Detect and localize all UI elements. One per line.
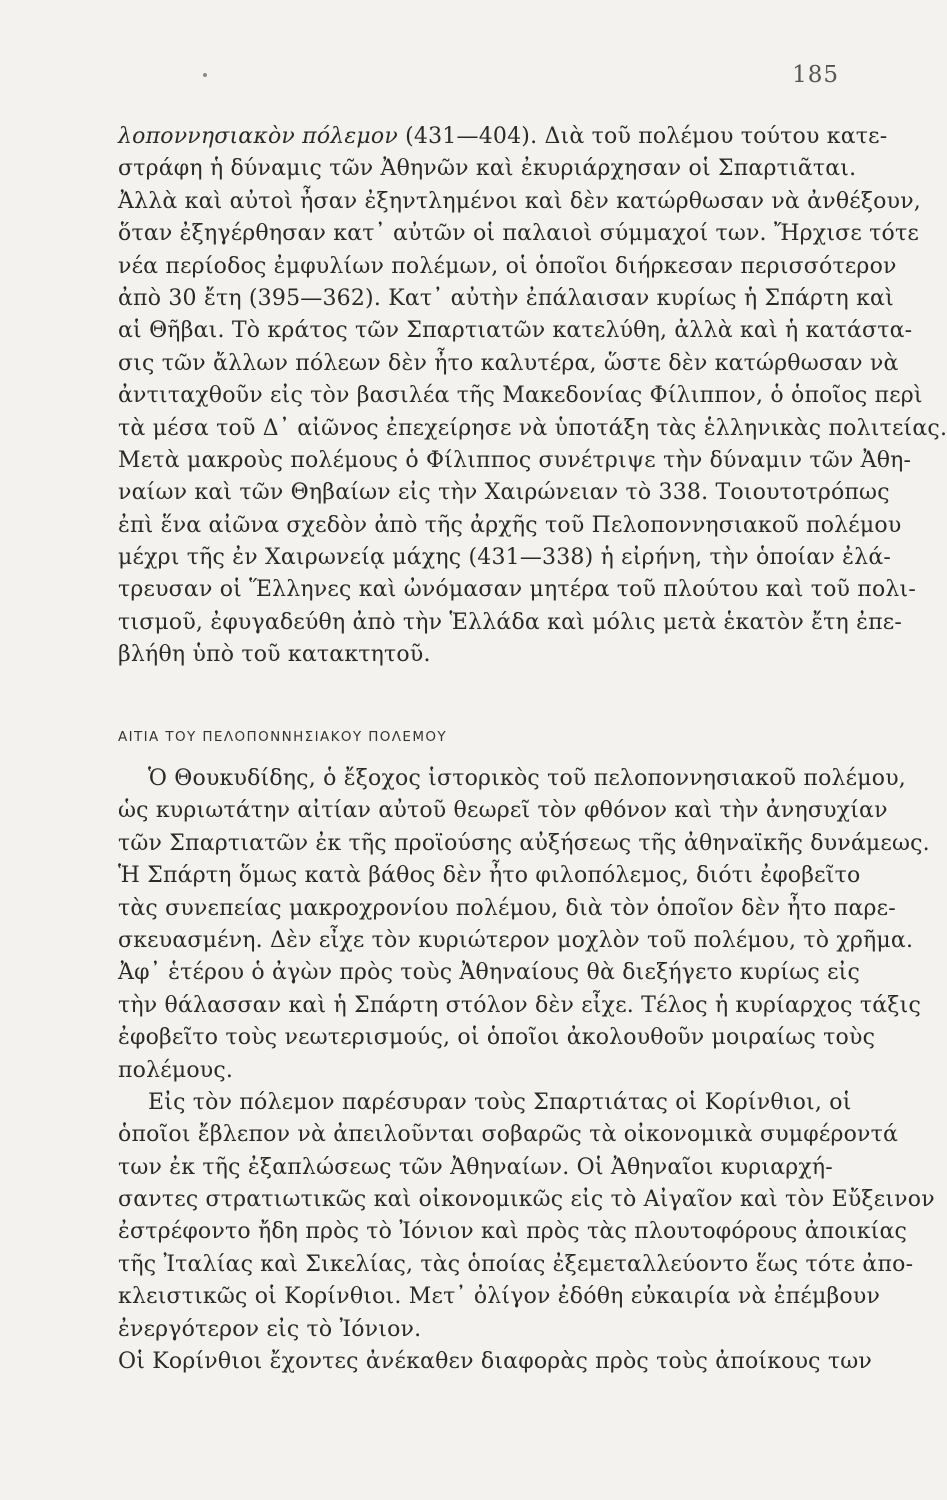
text-line: ἐνεργότερον εἰς τὸ Ἰόνιον. bbox=[118, 1316, 422, 1342]
text-line-rest: (431—404). Διὰ τοῦ πολέμου τούτου κατε- bbox=[397, 124, 888, 149]
text-line: τῶν Σπαρτιατῶν ἐκ τῆς προϊούσης αὐξήσεως τῆς ἀθηναϊκῆς δυνάμεως. bbox=[118, 830, 930, 856]
text-line: στράφη ἡ δύναμις τῶν Ἀθηνῶν καὶ ἐκυριάρχησαν οἱ Σπαρτιᾶται. bbox=[118, 156, 857, 182]
text-line: ἐπὶ ἕνα αἰῶνα σχεδὸν ἀπὸ τῆς ἀρχῆς τοῦ Πελοποννησιακοῦ πολέμου bbox=[118, 512, 902, 538]
text-line: Ἀφ᾽ ἑτέρου ὁ ἀγὼν πρὸς τοὺς Ἀθηναίους θὰ διεξήγετο κυρίως εἰς bbox=[118, 960, 861, 986]
paragraph-peloponnesian-war-consequences bbox=[118, 121, 947, 672]
text-line: Ὁ Θουκυδίδης, ὁ ἔξοχος ἱστορικὸς τοῦ πελοποννησιακοῦ πολέμου, bbox=[148, 766, 906, 791]
print-speck bbox=[203, 73, 207, 77]
text-line: τρευσαν οἱ Ἕλληνες καὶ ὠνόμασαν μητέρα τοῦ πλούτου καὶ τοῦ πολι- bbox=[118, 577, 917, 603]
text-line: ὁποῖοι ἔβλεπον νὰ ἀπειλοῦνται σοβαρῶς τὰ οἰκονομικὰ συμφέροντά bbox=[118, 1122, 899, 1148]
section-heading: ΑΙΤΙΑ ΤΟΥ ΠΕΛΟΠΟΝΝΗΣΙΑΚΟΥ ΠΟΛΕΜΟΥ bbox=[118, 729, 448, 745]
text-line: Οἱ Κορίνθιοι ἔχοντες ἀνέκαθεν διαφορὰς πρὸς τοὺς ἀποίκους των bbox=[118, 1349, 872, 1375]
text-line: σαντες στρατιωτικῶς καὶ οἰκονομικῶς εἰς τὸ Αἰγαῖον καὶ τὸν Εὔξεινον bbox=[118, 1187, 935, 1213]
text-line: Μετὰ μακροὺς πολέμους ὁ Φίλιππος συνέτριψε τὴν δύναμιν τῶν Ἀθη- bbox=[118, 447, 912, 473]
text-line: μέχρι τῆς ἐν Χαιρωνείᾳ μάχης (431—338) ἡ εἰρήνη, τὴν ὁποίαν ἐλά- bbox=[118, 545, 892, 571]
section-body bbox=[118, 763, 935, 1378]
text-line: τὰ μέσα τοῦ Δ᾽ αἰῶνος ἐπεχείρησε νὰ ὑποτάξη τὰς ἑλληνικὰς πολιτείας. bbox=[118, 415, 947, 441]
text-line: σις τῶν ἄλλων πόλεων δὲν ἦτο καλυτέρα, ὥστε δὲν κατώρθωσαν νὰ bbox=[118, 350, 899, 376]
text-line: ἀπὸ 30 ἔτη (395—362). Κατ᾽ αὐτὴν ἐπάλαισαν κυρίως ἡ Σπάρτη καὶ bbox=[118, 285, 894, 311]
text-line: τισμοῦ, ἐφυγαδεύθη ἀπὸ τὴν Ἑλλάδα καὶ μόλις μετὰ ἑκατὸν ἔτη ἐπε- bbox=[118, 609, 902, 635]
text-line: ἀντιταχθοῦν εἰς τὸν βασιλέα τῆς Μακεδονίας Φίλιππον, ὁ ὁποῖος περὶ bbox=[118, 383, 923, 409]
page-number: 185 bbox=[792, 62, 839, 88]
text-line: ὅταν ἐξηγέρθησαν κατ᾽ αὐτῶν οἱ παλαιοὶ σύμμαχοί των. Ἤρχισε τότε bbox=[118, 221, 919, 247]
text-line: Ἀλλὰ καὶ αὐτοὶ ἦσαν ἐξηντλημένοι καὶ δὲν κατώρθωσαν νὰ ἀνθέξουν, bbox=[118, 188, 921, 214]
text-line: αἱ Θῆβαι. Τὸ κράτος τῶν Σπαρτιατῶν κατελύθη, ἀλλὰ καὶ ἡ κατάστα- bbox=[118, 318, 913, 344]
text-line bbox=[118, 121, 888, 153]
text-line: Εἰς τὸν πόλεμον παρέσυραν τοὺς Σπαρτιάτας οἱ Κορίνθιοι, οἱ bbox=[148, 1089, 852, 1115]
text-line: νέα περίοδος ἐμφυλίων πολέμων, οἱ ὁποῖοι διήρκεσαν περισσότερον bbox=[118, 253, 897, 279]
text-line: ἐφοβεῖτο τοὺς νεωτερισμούς, οἱ ὁποῖοι ἀκολουθοῦν μοιραίως τοὺς bbox=[118, 1025, 876, 1051]
text-line: ἐστρέφοντο ἤδη πρὸς τὸ Ἰόνιον καὶ πρὸς τὰς πλουτοφόρους ἀποικίας bbox=[118, 1219, 908, 1245]
italic-term: λοποννησιακὸν πόλεμον bbox=[118, 124, 398, 149]
text-line: τὰς συνεπείας μακροχρονίου πολέμου, διὰ τὸν ὁποῖον δὲν ἦτο παρε- bbox=[118, 895, 896, 921]
text-line: των ἐκ τῆς ἐξαπλώσεως τῶν Ἀθηναίων. Οἱ Ἀθηναῖοι κυριαρχή- bbox=[118, 1154, 833, 1180]
text-line: ναίων καὶ τῶν Θηβαίων εἰς τὴν Χαιρώνειαν τὸ 338. Τοιουτοτρόπως bbox=[118, 480, 890, 506]
text-line: σκευασμένη. Δὲν εἶχε τὸν κυριώτερον μοχλὸν τοῦ πολέμου, τὸ χρῆμα. bbox=[118, 927, 914, 953]
text-line: πολέμους. bbox=[118, 1057, 234, 1083]
paragraph-corinthians-colonies bbox=[118, 1346, 872, 1378]
text-line: τὴν θάλασσαν καὶ ἡ Σπάρτη στόλον δὲν εἶχε. Τέλος ἡ κυρίαρχος τάξις bbox=[118, 992, 921, 1018]
text-line: ὡς κυριωτάτην αἰτίαν αὐτοῦ θεωρεῖ τὸν φθόνον καὶ τὴν ἀνησυχίαν bbox=[118, 798, 888, 824]
paragraph-corinthians bbox=[118, 1087, 935, 1346]
text-line: κλειστικῶς οἱ Κορίνθιοι. Μετ᾽ ὀλίγον ἐδόθη εὐκαιρία νὰ ἐπέμβουν bbox=[118, 1284, 881, 1310]
text-line: τῆς Ἰταλίας καὶ Σικελίας, τὰς ὁποίας ἐξεμεταλλεύοντο ἕως τότε ἀπο- bbox=[118, 1251, 914, 1277]
text-line: Ἡ Σπάρτη ὅμως κατὰ βάθος δὲν ἦτο φιλοπόλεμος, διότι ἐφοβεῖτο bbox=[118, 863, 861, 889]
paragraph-thucydides bbox=[118, 763, 930, 1087]
text-line: βλήθη ὑπὸ τοῦ κατακτητοῦ. bbox=[118, 642, 431, 668]
